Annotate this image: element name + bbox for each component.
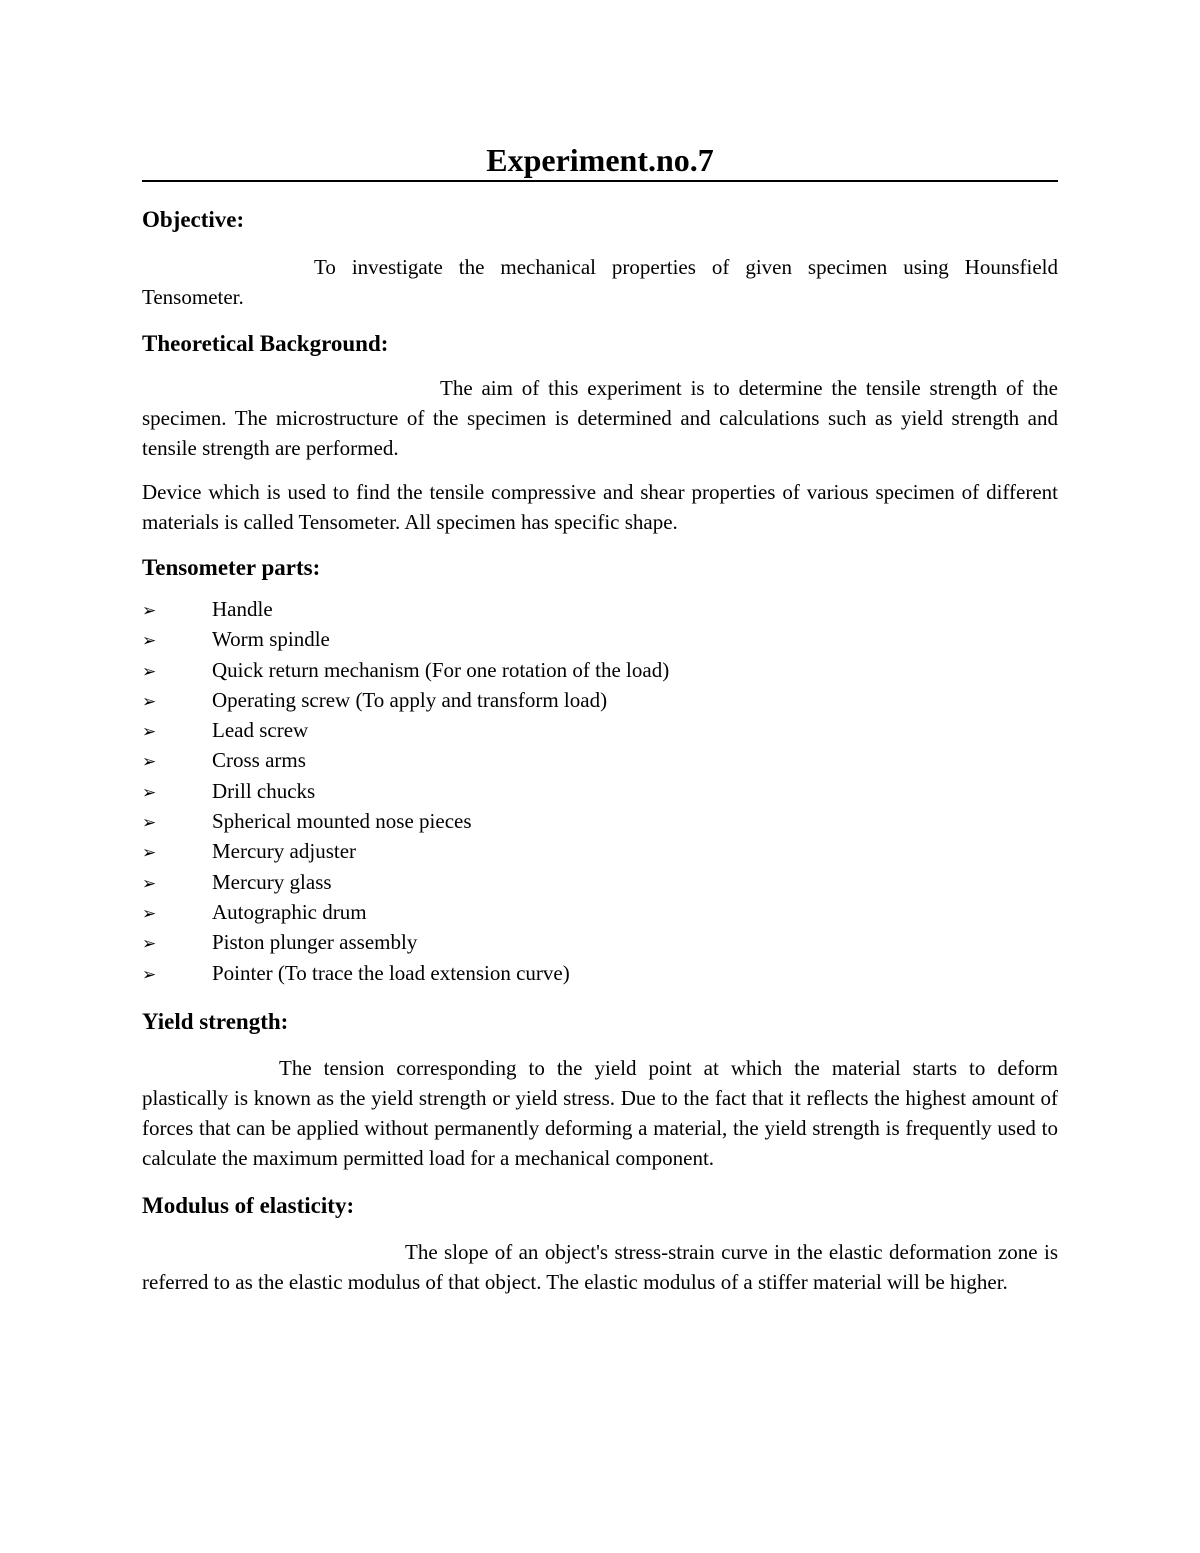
objective-text: To investigate the mechanical properties of given specimen using Hounsfield Tensometer. bbox=[142, 255, 1058, 309]
list-item bbox=[142, 898, 1058, 928]
list-item bbox=[142, 807, 1058, 837]
list-item-label: Spherical mounted nose pieces bbox=[212, 809, 472, 834]
tensometer-parts-heading: Tensometer parts: bbox=[142, 555, 321, 580]
list-item-label: Lead screw bbox=[212, 718, 309, 743]
theoretical-background-heading: Theoretical Background: bbox=[142, 331, 389, 356]
modulus-of-elasticity-heading: Modulus of elasticity: bbox=[142, 1192, 355, 1218]
arrow-bullet-icon: ➢ bbox=[142, 843, 157, 863]
list-item bbox=[142, 959, 1058, 989]
arrow-bullet-icon: ➢ bbox=[142, 661, 157, 681]
theoretical-background-paragraph-1: The aim of this experiment is to determine the tensile strength of the specimen. The microstructure of the specimen is determined and calculations such as yield strength and tensile strength are performed. bbox=[142, 376, 1058, 460]
list-item bbox=[142, 777, 1058, 807]
arrow-bullet-icon: ➢ bbox=[142, 934, 157, 954]
list-item-label: Mercury glass bbox=[212, 869, 332, 894]
arrow-bullet-icon: ➢ bbox=[142, 691, 157, 711]
arrow-bullet-icon: ➢ bbox=[142, 782, 157, 802]
list-item-label: Operating screw (To apply and transform load) bbox=[212, 687, 608, 712]
arrow-bullet-icon: ➢ bbox=[142, 903, 157, 923]
arrow-bullet-icon: ➢ bbox=[142, 631, 157, 651]
list-item-label: Quick return mechanism (For one rotation of the load) bbox=[212, 657, 670, 682]
yield-strength-heading: Yield strength: bbox=[142, 1008, 289, 1034]
list-item bbox=[142, 716, 1058, 746]
tensometer-parts-list bbox=[142, 595, 1058, 989]
list-item bbox=[142, 837, 1058, 867]
list-item-label: Autographic drum bbox=[212, 899, 367, 924]
list-item bbox=[142, 928, 1058, 958]
objective-heading: Objective: bbox=[142, 207, 245, 232]
arrow-bullet-icon: ➢ bbox=[142, 873, 157, 893]
list-item bbox=[142, 686, 1058, 716]
list-item bbox=[142, 656, 1058, 686]
yield-strength-text: The tension corresponding to the yield point at which the material starts to deform plastically is known as the yield strength or yield stress. Due to the fact that it reflects the highest amount of forces that can be applied without permanently deforming a material, the yield strength is frequently used to calculate the maximum permitted load for a mechanical component. bbox=[142, 1055, 1058, 1170]
list-item bbox=[142, 746, 1058, 776]
list-item-label: Piston plunger assembly bbox=[212, 930, 418, 955]
arrow-bullet-icon: ➢ bbox=[142, 813, 157, 833]
list-item-label: Mercury adjuster bbox=[212, 839, 357, 864]
list-item-label: Worm spindle bbox=[212, 627, 330, 652]
list-item-label: Handle bbox=[212, 597, 273, 621]
list-item bbox=[142, 868, 1058, 898]
modulus-of-elasticity-text: The slope of an object's stress-strain curve in the elastic deformation zone is referred to as the elastic modulus of that object. The elastic modulus of a stiffer material will be higher. bbox=[142, 1239, 1058, 1294]
list-item-label: Pointer (To trace the load extension curve) bbox=[212, 960, 570, 985]
list-item-label: Cross arms bbox=[212, 748, 306, 773]
arrow-bullet-icon: ➢ bbox=[142, 964, 157, 984]
arrow-bullet-icon: ➢ bbox=[142, 601, 157, 620]
arrow-bullet-icon: ➢ bbox=[142, 722, 157, 742]
page-title: Experiment.no.7 bbox=[142, 140, 1058, 182]
theoretical-background-paragraph-2: Device which is used to find the tensile compressive and shear properties of various specimen of different materials is called Tensometer. All specimen has specific shape. bbox=[142, 480, 1058, 534]
list-item bbox=[142, 625, 1058, 655]
document-page bbox=[142, 140, 1058, 1297]
arrow-bullet-icon: ➢ bbox=[142, 752, 157, 772]
list-item bbox=[142, 595, 1058, 625]
list-item-label: Drill chucks bbox=[212, 778, 316, 803]
